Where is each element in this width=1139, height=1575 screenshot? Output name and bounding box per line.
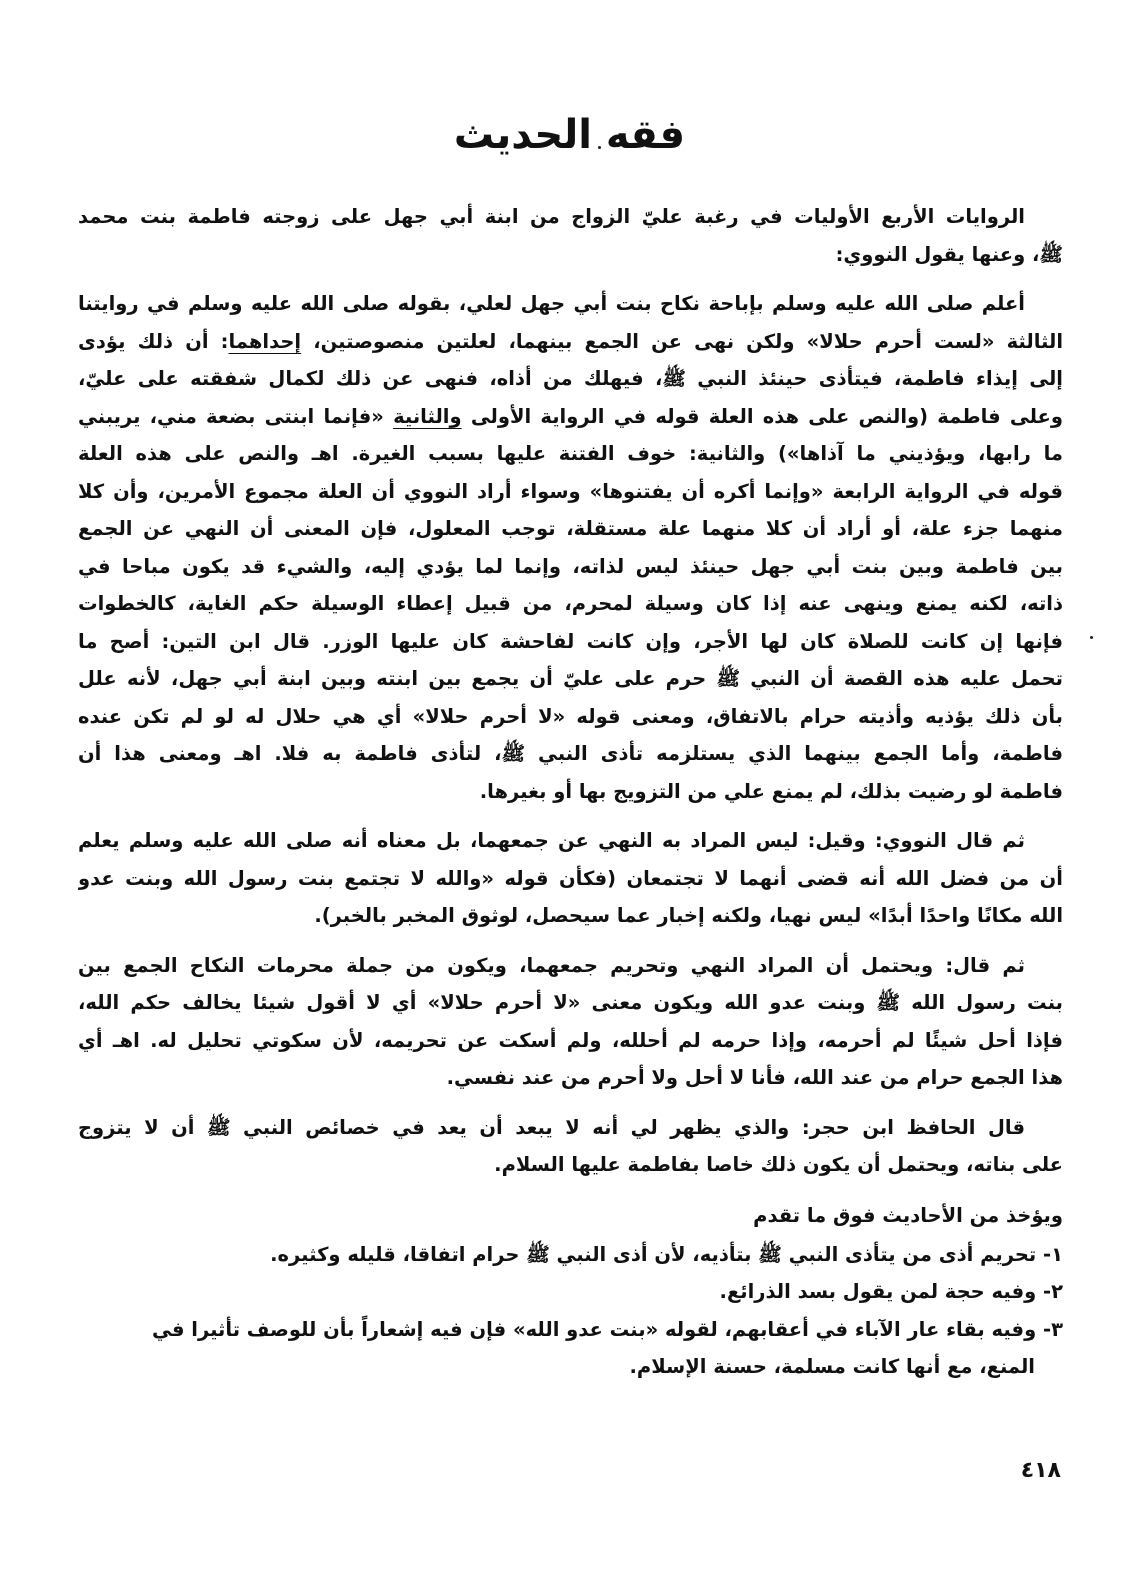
text-line: منهما جزء علة، أو أراد أن كلا منهما علة مستقلة، توجب المعلول، فإن المعنى أن النهي عن الجمع [78, 517, 1063, 540]
list-number: ١- [1043, 1242, 1063, 1266]
text-line: فإذا أحل شيئًا لم أحرمه، وإذا حرمه لم أحلله، ولم أسكت عن تحريمه، لأن سكوتي تحليل له. اهـ أي [78, 1028, 1063, 1052]
list-item-continuation: المنع، مع أنها كانت مسلمة، حسنة الإسلام. [629, 1355, 1035, 1378]
paragraph [78, 1109, 1063, 1184]
text-line: قوله في الرواية الرابعة «وإنما أكره أن يفتنوها» وسواء أراد النووي أن العلة مجموع الأمرين، وأن كلا [78, 479, 1063, 503]
list-text: وفيه بقاء عار الآباء في أعقابهم، لقوله «بنت عدو الله» فإن فيه إشعاراً بأن للوصف تأثيرا في [151, 1317, 1037, 1341]
list-text: وفيه حجة لمن يقول بسد الذرائع. [719, 1280, 1037, 1303]
paragraph [78, 822, 1063, 935]
list-text: تحريم أذى من يتأذى النبي ﷺ بتأذيه، لأن أذى النبي ﷺ حرام اتفاقا، قليله وكثيره. [270, 1242, 1037, 1266]
text-line: ثم قال النووي: وقيل: ليس المراد به النهي عن جمعهما، بل معناه أنه صلى الله عليه وسلم يعلم [78, 829, 1025, 852]
text-line: فاطمة لو رضيت بذلك، لم يمنع علي من التزويج بها أو بغيرها. [479, 779, 1063, 803]
text-line: بين فاطمة وبين بنت أبي جهل حينئذ ليس لذاته، وإنما لما يؤدي إليه، والشيء قد يكون مباحا في [78, 554, 1063, 578]
list-number: ٢- [1043, 1280, 1063, 1303]
text-line: بنت رسول الله ﷺ وبنت عدو الله ويكون معنى «لا أحرم حلالا» أي لا أقول شيئا يخالف حكم الله، [78, 991, 1063, 1014]
text-line: على بناته، ويحتمل أن يكون ذلك خاصا بفاطمة عليها السلام. [494, 1153, 1063, 1176]
text-line: ذاته، لكنه يمنع وينهى عنه إذا كان وسيلة لمحرم، من قبيل إعطاء الوسيلة حكم الغاية، كالخطوات [78, 592, 1063, 615]
list-item [78, 1311, 1063, 1349]
text-line: ما رابها، ويؤذيني ما آذاها») والثانية: خوف الفتنة عليها بسبب الغيرة. اهـ والنص على هذه العلة [78, 442, 1063, 465]
text-line: فاطمة، وأما الجمع بينهما الذي يستلزمه تأذى النبي ﷺ، لتأذى فاطمة به فلا. اهـ ومعنى هذا أن [78, 742, 1063, 765]
numbered-list [78, 1236, 1063, 1386]
body-text [78, 198, 1063, 1386]
list-item [78, 1273, 1063, 1311]
paragraph [78, 285, 1063, 810]
text-line: الله مكانًا واحدًا أبدًا» ليس نهيا، ولكنه إخبار عما سيحصل، لوثوق المخبر بالخبر). [314, 904, 1063, 927]
underlined-term: والثانية [393, 404, 462, 428]
underlined-term: إحداهما [228, 329, 302, 353]
text-line: تحمل عليه هذه القصة أن النبي ﷺ حرم على عليّ أن يجمع بين ابنته وبين ابنة أبي جهل، لأنه علل [78, 667, 1063, 690]
text-line: الثالثة «لست أحرم حلالا» ولكن نهى عن الجمع بينهما، لعلتين منصوصتين، إحداهما: أن ذلك يؤدى [78, 329, 1063, 353]
list-number: ٣- [1043, 1317, 1063, 1341]
text-line: أعلم صلى الله عليه وسلم بإباحة نكاح بنت أبي جهل لعلي، بقوله صلى الله عليه وسلم في روايتنا [78, 292, 1025, 315]
text-line: ﷺ، وعنها يقول النووي: [835, 242, 1063, 266]
text-line: هذا الجمع حرام من عند الله، فأنا لا أحل ولا أحرم من عند نفسي. [446, 1066, 1063, 1089]
text-line: الروايات الأربع الأوليات في رغبة عليّ الزواج من ابنة أبي جهل على زوجته فاطمة بنت محمد [78, 205, 1025, 228]
scan-speck [1090, 636, 1093, 639]
section-heading: ويؤخذ من الأحاديث فوق ما تقدم [753, 1203, 1063, 1227]
text-line: ثم قال: ويحتمل أن المراد النهي وتحريم جمعهما، ويكون من جملة محرمات النكاح الجمع بين [78, 953, 1025, 977]
text-line: أن من فضل الله أنه قضى أنهما لا تجتمعان (فكأن قوله «والله لا تجتمع بنت رسول الله وبنت عدو [78, 866, 1063, 890]
paragraph [78, 198, 1063, 273]
paragraph [78, 947, 1063, 1097]
list-item [78, 1236, 1063, 1274]
text-line: قال الحافظ ابن حجر: والذي يظهر لي أنه لا يبعد أن يعد في خصائص النبي ﷺ أن لا يتزوج [78, 1115, 1025, 1139]
page-number: ٤١٨ [1020, 1458, 1061, 1483]
page-title: فقه الحديث [453, 112, 686, 158]
text-line: فإنها إن كانت للصلاة كان لها الأجر، وإن كانت لفاحشة كان عليها الوزر. قال ابن التين: أصح ما [78, 629, 1063, 653]
text-line: وعلى فاطمة (والنص على هذه العلة قوله في الرواية الأولى والثانية «فإنما ابنتى بضعة مني، يريبني [78, 404, 1063, 428]
text-line: بأن ذلك يؤذيه وأذيته حرام بالاتفاق، ومعنى قوله «لا أحرم حلالا» أي هي حلال له لو لم تكن عنده [78, 704, 1063, 728]
text-line: إلى إيذاء فاطمة، فيتأذى حينئذ النبي ﷺ، فيهلك من أذاه، فنهى عن ذلك لكمال شفقته على عليّ، [78, 367, 1063, 390]
